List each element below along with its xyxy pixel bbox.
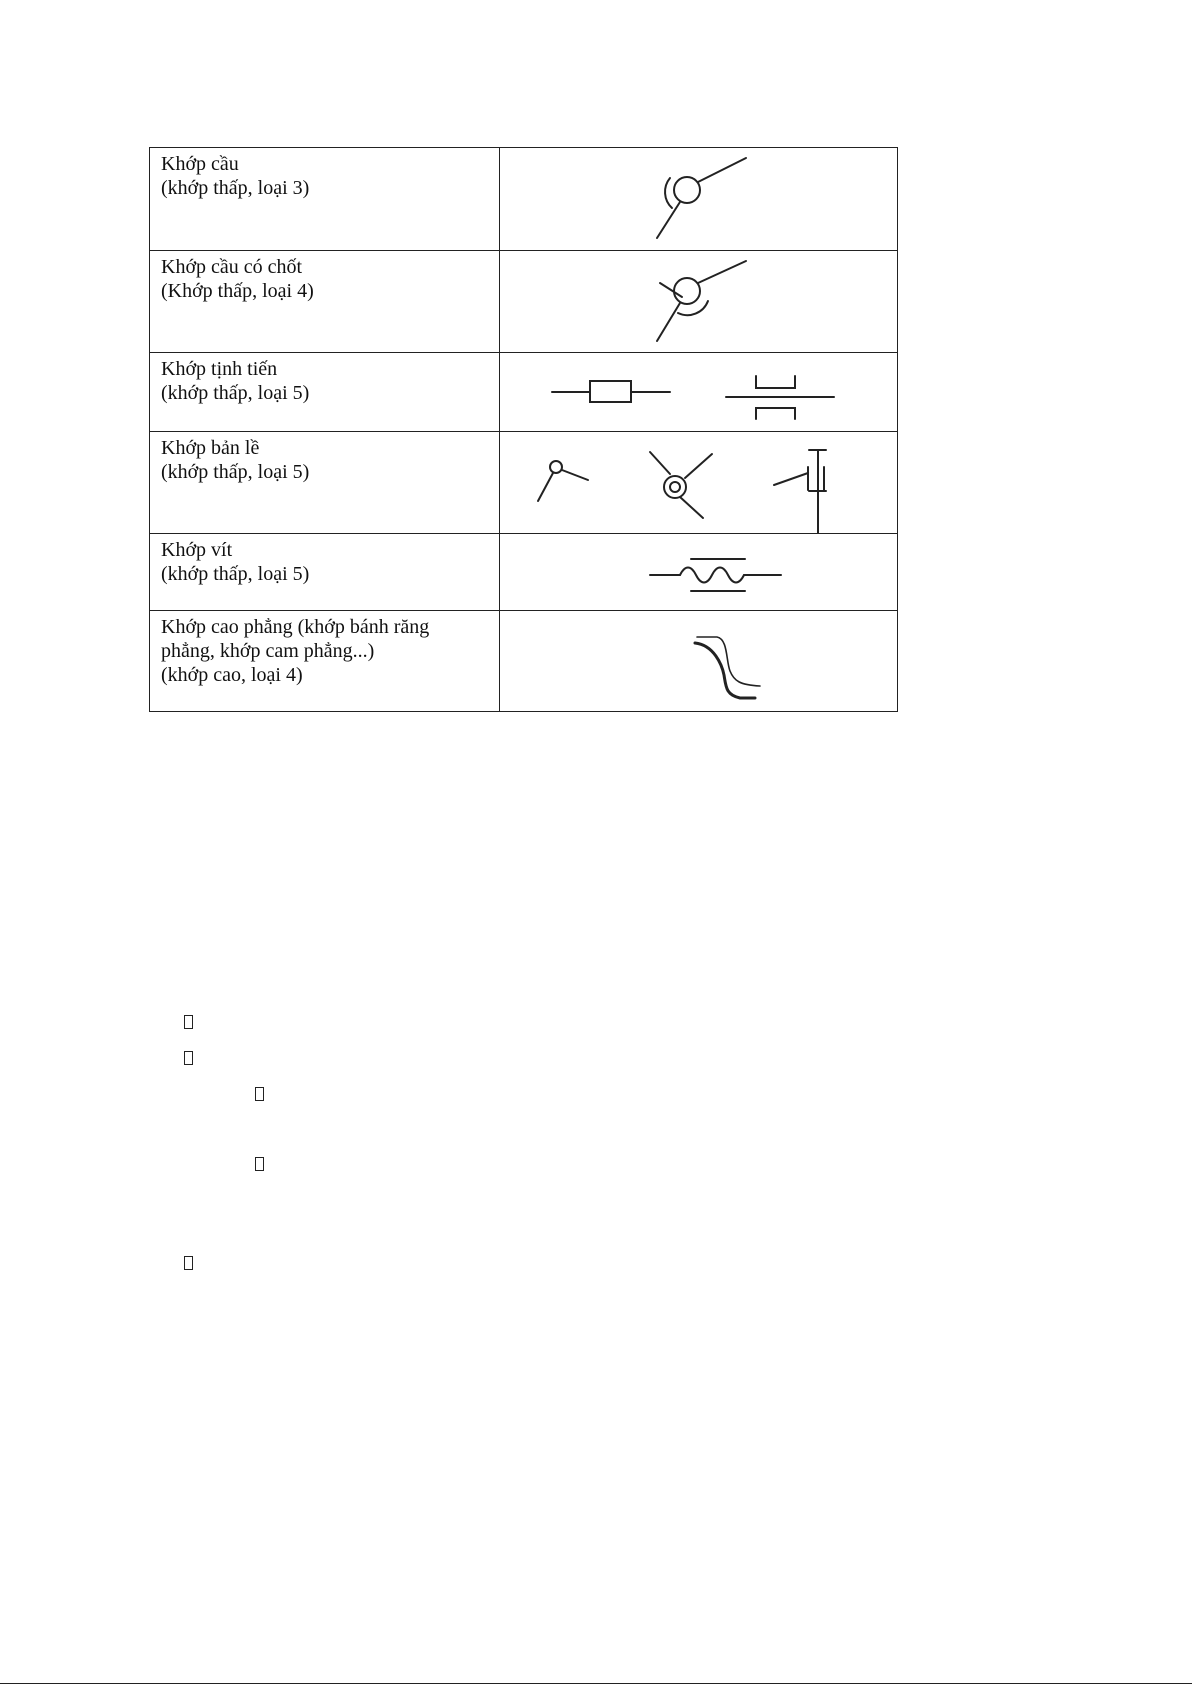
planar-higher-pair-icon [500,611,920,712]
joint-name: Khớp tịnh tiến [161,358,278,380]
joint-name: Khớp vít [161,539,233,561]
joint-class: (Khớp thấp, loại 4) [161,280,314,302]
screw-joint-icon [500,534,920,611]
joint-class: (khớp thấp, loại 3) [161,177,310,199]
joint-symbol-cell [500,611,898,712]
pinned-spherical-joint-icon [500,251,920,353]
joint-name: Khớp cầu có chốt [161,256,303,278]
table-row [150,353,898,432]
joint-symbol-cell [500,148,898,251]
prismatic-joint-icon [500,353,920,432]
joint-symbol-cell [500,353,898,432]
joint-class: (khớp thấp, loại 5) [161,382,310,404]
joint-symbol-cell [500,534,898,611]
bullet-box-icon [184,1015,193,1029]
joint-name-cell [150,251,500,353]
table-row [150,534,898,611]
bullet-box-icon [255,1157,264,1171]
joint-class: (khớp thấp, loại 5) [161,461,310,483]
joint-name: Khớp cầu [161,153,239,175]
joint-name-cell [150,353,500,432]
joint-name-cell [150,432,500,534]
table-row [150,148,898,251]
joint-class: (khớp thấp, loại 5) [161,563,310,585]
joint-name-cell [150,148,500,251]
joint-name: Khớp cao phẳng (khớp bánh răng [161,616,430,638]
revolute-joint-icon [500,432,920,534]
joint-symbol-cell [500,251,898,353]
table-row [150,251,898,353]
page-bottom-rule [0,1683,1192,1684]
joint-class: (khớp cao, loại 4) [161,664,303,686]
bullet-box-icon [184,1256,193,1270]
joint-name-cell [150,534,500,611]
bullet-box-icon [255,1087,264,1101]
joint-name: Khớp bản lề [161,437,260,459]
table-row [150,432,898,534]
table-row [150,611,898,712]
joint-symbol-table [149,147,898,712]
joint-symbol-cell [500,432,898,534]
joint-name-detail: phẳng, khớp cam phẳng...) [161,640,375,662]
joint-name-cell [150,611,500,712]
spherical-joint-icon [500,148,920,251]
bullet-box-icon [184,1051,193,1065]
